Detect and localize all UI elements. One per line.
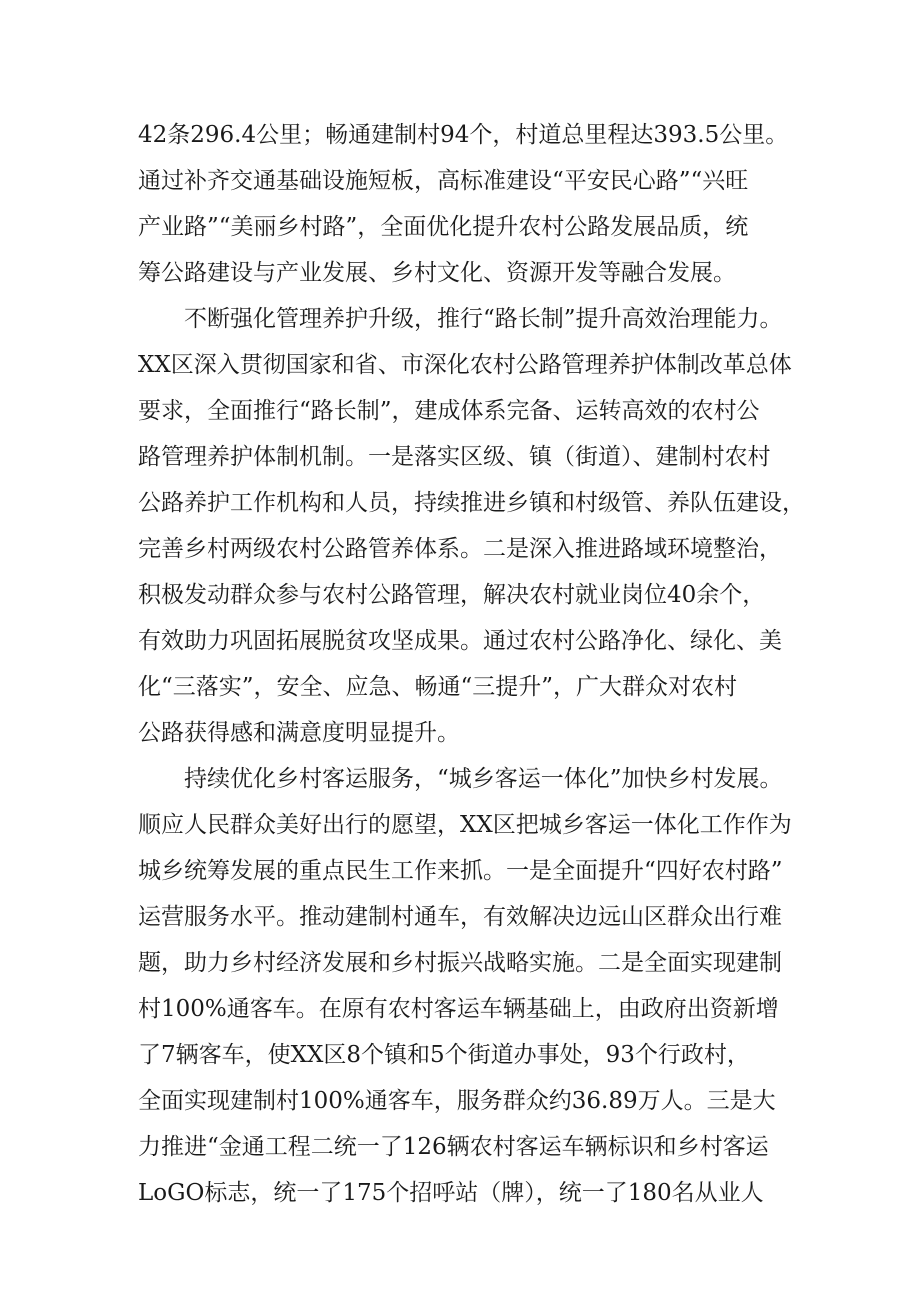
text-line: 顺应人民群众美好出行的愿望，XX区把城乡客运一体化工作作为 <box>138 812 792 838</box>
text-line: 42条296.4公里；畅通建制村94个，村道总里程达393.5公里。 <box>138 122 789 148</box>
text-line: 公路养护工作机构和人员，持续推进乡镇和村级管、养队伍建设， <box>138 490 805 516</box>
text-line: 题，助力乡村经济发展和乡村振兴战略实施。二是全面实现建制 <box>138 950 782 976</box>
text-line: 运营服务水平。推动建制村通车，有效解决边远山区群众出行难 <box>138 904 782 930</box>
paragraph-first-line: 不断强化管理养护升级，推行“路长制”提升高效治理能力。 <box>184 306 783 332</box>
text-line: 路管理养护体制机制。一是落实区级、镇（街道）、建制村农村 <box>138 444 771 470</box>
document-body <box>138 112 805 1216</box>
text-line: 村100%通客车。在原有农村客运车辆基础上，由政府出资新增 <box>138 996 779 1022</box>
text-line: 要求，全面推行“路长制”，建成体系完备、运转高效的农村公 <box>138 398 760 424</box>
text-line: 力推进“金通工程二统一了126辆农村客运车辆标识和乡村客运 <box>138 1134 769 1160</box>
text-line: 全面实现建制村100%通客车，服务群众约36.89万人。三是大 <box>138 1088 776 1114</box>
text-line: 有效助力巩固拓展脱贫攻坚成果。通过农村公路净化、绿化、美 <box>138 628 782 654</box>
text-line: 化“三落实”，安全、应急、畅通“三提升”，广大群众对农村 <box>138 674 738 700</box>
text-line: LoGO标志，统一了175个招呼站（牌），统一了180名从业人 <box>138 1180 764 1206</box>
text-line: 产业路”“美丽乡村路”，全面优化提升农村公路发展品质，统 <box>138 214 749 240</box>
text-line: 了7辆客车，使XX区8个镇和5个街道办事处，93个行政村， <box>138 1042 750 1068</box>
text-line: XX区深入贯彻国家和省、市深化农村公路管理养护体制改革总体 <box>138 352 792 378</box>
text-line: 积极发动群众参与农村公路管理，解决农村就业岗位40余个， <box>138 582 766 608</box>
paragraph-first-line: 持续优化乡村客运服务，“城乡客运一体化”加快乡村发展。 <box>184 766 783 792</box>
text-line: 筹公路建设与产业发展、乡村文化、资源开发等融合发展。 <box>138 260 736 286</box>
text-line: 通过补齐交通基础设施短板，高标准建设“平安民心路”“兴旺 <box>138 168 749 194</box>
text-line: 公路获得感和满意度明显提升。 <box>138 720 460 746</box>
text-line: 完善乡村两级农村公路管养体系。二是深入推进路域环境整治， <box>138 536 782 562</box>
text-line: 城乡统筹发展的重点民生工作来抓。一是全面提升“四好农村路” <box>138 858 783 884</box>
